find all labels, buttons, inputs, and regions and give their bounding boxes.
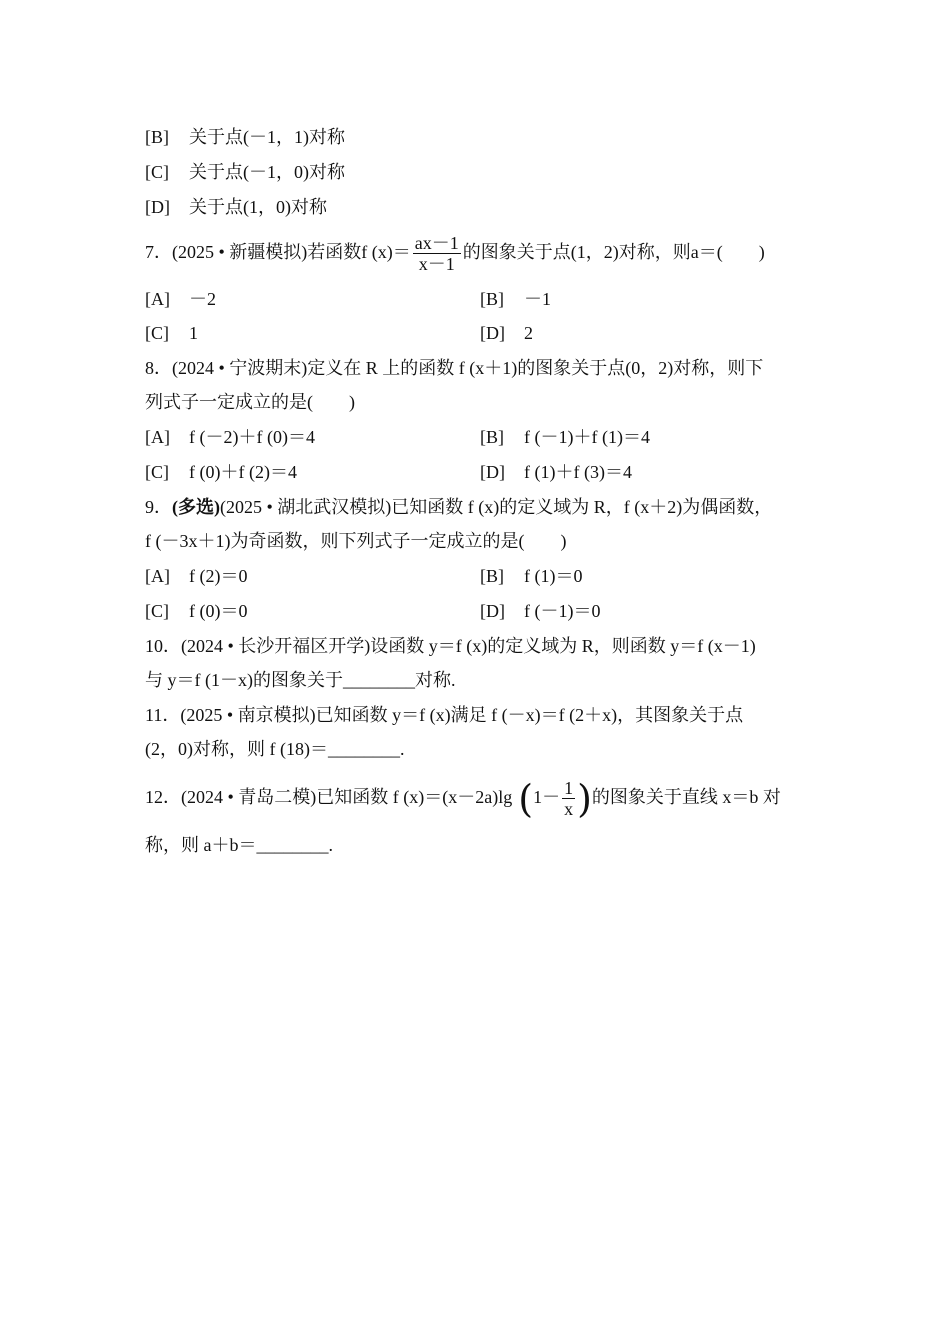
- option-text: －2: [189, 289, 216, 309]
- q12-fraction-numerator: 1: [564, 778, 574, 799]
- q9-option-c: [145, 599, 247, 623]
- q7-fraction-numerator: ax－1: [414, 233, 459, 254]
- q12-prefix: 12．(2024 • 青岛二模)已知函数 f (x)＝(x－2a)lg: [145, 787, 513, 807]
- option-text: f (－1)＋f (1)＝4: [524, 427, 650, 447]
- option-label: [D]: [480, 601, 505, 621]
- option-label: [C]: [145, 162, 169, 182]
- q9-number: 9．: [145, 497, 172, 517]
- q6-option-c: [145, 160, 345, 184]
- q12-fraction-denominator: x: [564, 799, 574, 820]
- q7-fraction-denominator: x－1: [418, 254, 455, 275]
- option-label: [D]: [480, 462, 505, 482]
- option-text: 关于点(－1，1)对称: [189, 127, 345, 147]
- option-text: f (1)＋f (3)＝4: [524, 462, 632, 482]
- q12-fraction: [562, 778, 575, 819]
- q11-stem-line2: (2，0)对称，则 f (18)＝________.: [145, 739, 405, 759]
- q9-option-a: [145, 564, 247, 588]
- q7-stem: [145, 228, 765, 276]
- q6-option-d: [145, 195, 327, 219]
- option-text: 关于点(－1，0)对称: [189, 162, 345, 182]
- option-text: f (－1)＝0: [524, 601, 601, 621]
- option-label: [C]: [145, 601, 169, 621]
- q12-one-minus: 1－: [533, 787, 561, 807]
- option-label: [C]: [145, 462, 169, 482]
- q9-option-d: [480, 599, 600, 623]
- q12-stem-line2: 称，则 a＋b＝________.: [145, 835, 333, 855]
- q9-tag: (多选): [172, 497, 220, 517]
- option-text: 关于点(1，0)对称: [189, 197, 327, 217]
- q8-option-b: [480, 425, 650, 449]
- q7-suffix: 的图象关于点(1，2)对称，则: [462, 242, 691, 262]
- option-text: f (0)＝0: [189, 601, 248, 621]
- q7-fx: f (x)＝: [361, 242, 411, 262]
- q8-stem-line1: 8．(2024 • 宁波期末)定义在 R 上的函数 f (x＋1)的图象关于点(0，2)对称，则下: [145, 358, 764, 378]
- q10-stem-line1: 10．(2024 • 长沙开福区开学)设函数 y＝f (x)的定义域为 R，则函数 y＝f (x－1): [145, 636, 756, 656]
- q7-tail: a＝( ): [690, 242, 765, 262]
- option-text: f (－2)＋f (0)＝4: [189, 427, 315, 447]
- q12-suffix: 的图象关于直线 x＝b 对: [591, 787, 781, 807]
- option-text: 2: [524, 323, 533, 343]
- option-label: [D]: [480, 323, 505, 343]
- q7-prefix: 7．(2025 • 新疆模拟)若函数: [145, 242, 362, 262]
- q9-stem-line1: [145, 495, 772, 519]
- right-paren: ): [577, 776, 592, 821]
- option-label: [B]: [480, 566, 504, 586]
- q8-option-a: [145, 425, 315, 449]
- q7-option-b: [480, 287, 551, 311]
- q8-stem-line2: 列式子一定成立的是( ): [145, 392, 355, 412]
- q8-option-c: [145, 460, 297, 484]
- option-label: [C]: [145, 323, 169, 343]
- option-label: [D]: [145, 197, 170, 217]
- option-text: f (0)＋f (2)＝4: [189, 462, 297, 482]
- q9-stem-line2: f (－3x＋1)为奇函数，则下列式子一定成立的是( ): [145, 531, 567, 551]
- q7-option-c: [145, 321, 198, 345]
- q8-option-d: [480, 460, 632, 484]
- option-label: [A]: [145, 566, 170, 586]
- option-label: [B]: [480, 427, 504, 447]
- q9-text: (2025 • 湖北武汉模拟)已知函数 f (x)的定义域为 R，f (x＋2)为偶函数，: [220, 497, 773, 517]
- q7-fraction: [413, 233, 461, 274]
- option-text: 1: [189, 323, 198, 343]
- option-label: [A]: [145, 427, 170, 447]
- q12-stem-line1: [145, 773, 781, 821]
- q7-option-d: [480, 321, 533, 345]
- q9-option-b: [480, 564, 582, 588]
- q7-option-a: [145, 287, 216, 311]
- q10-stem-line2: 与 y＝f (1－x)的图象关于________对称.: [145, 670, 456, 690]
- q11-stem-line1: 11．(2025 • 南京模拟)已知函数 y＝f (x)满足 f (－x)＝f (2＋x)，其图象关于点: [145, 705, 744, 725]
- option-label: [A]: [145, 289, 170, 309]
- q6-option-b: [145, 125, 345, 149]
- option-text: －1: [524, 289, 551, 309]
- option-label: [B]: [145, 127, 169, 147]
- option-text: f (2)＝0: [189, 566, 248, 586]
- left-paren: (: [518, 776, 534, 821]
- option-text: f (1)＝0: [524, 566, 583, 586]
- option-label: [B]: [480, 289, 504, 309]
